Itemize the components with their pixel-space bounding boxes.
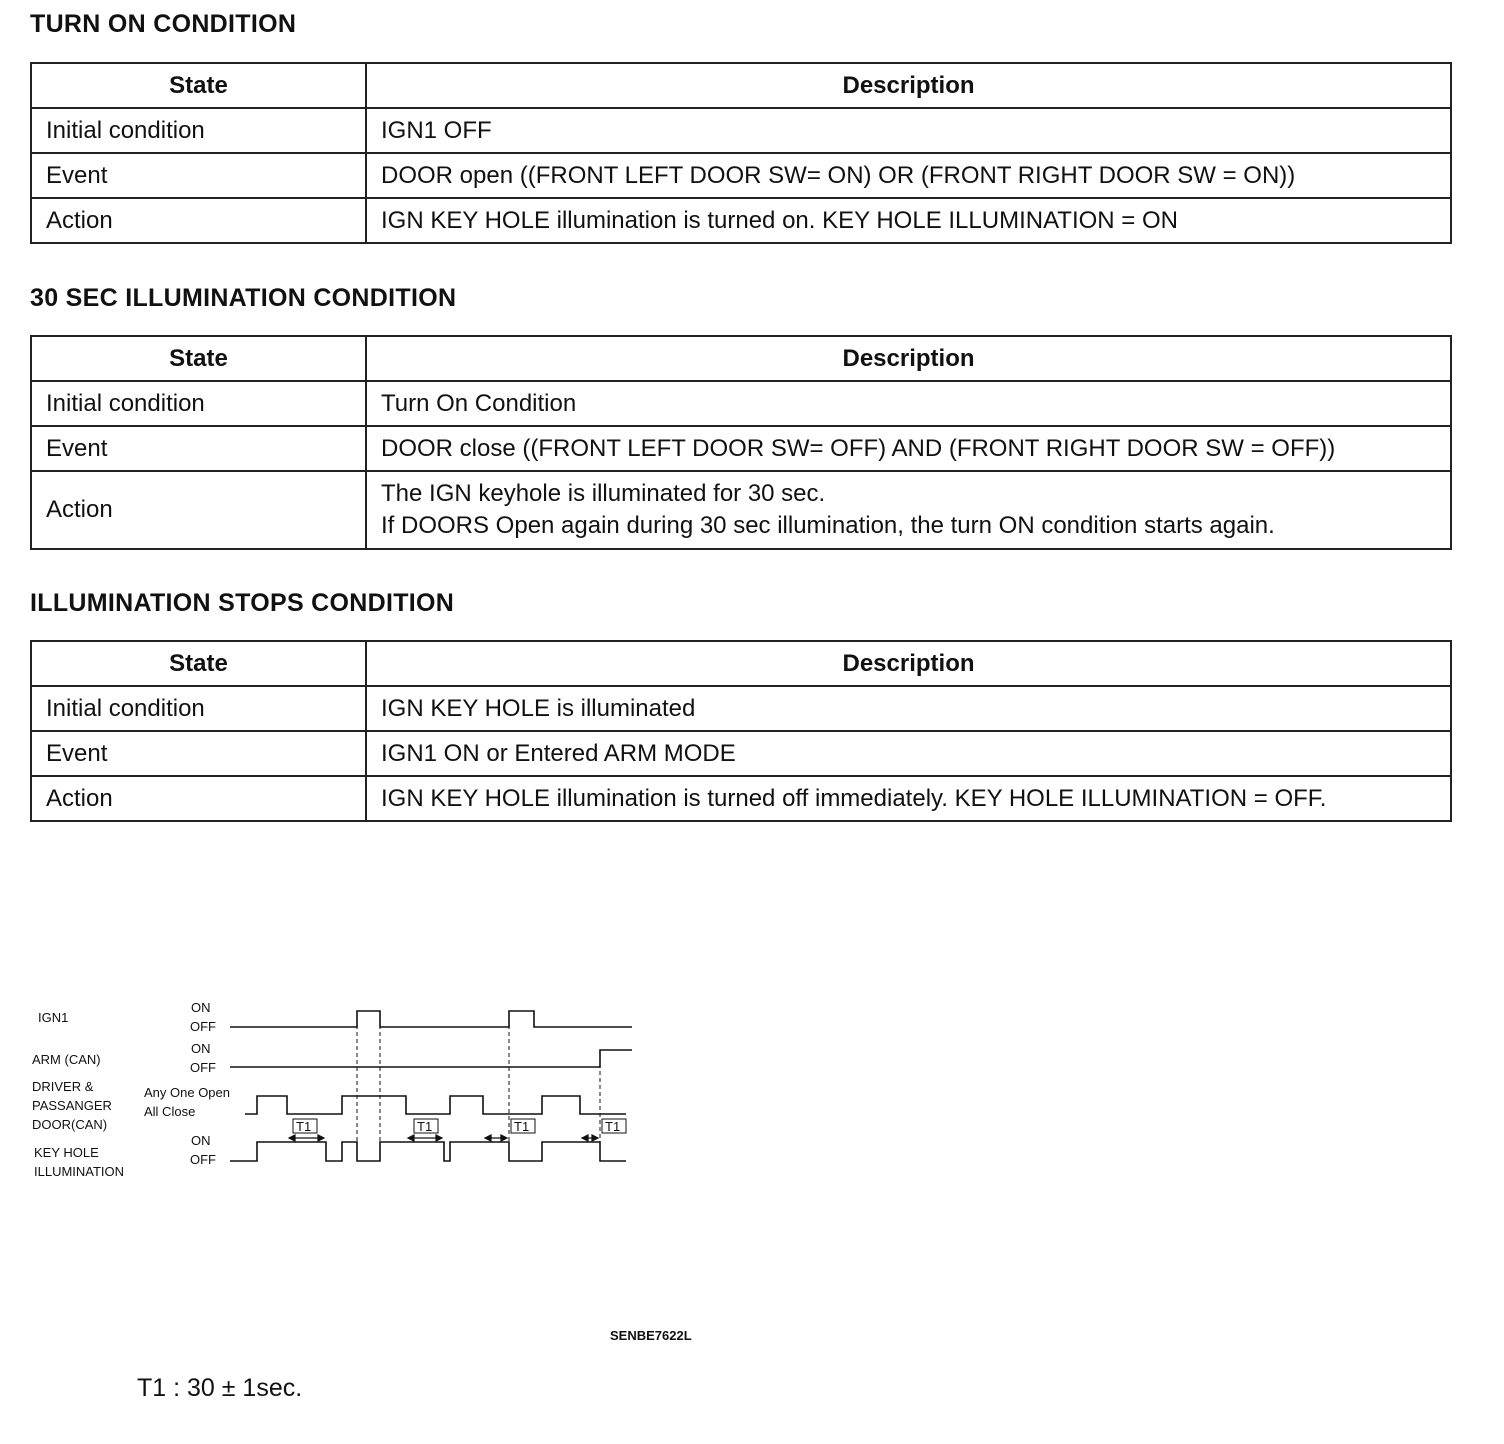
state-label-on: ON xyxy=(191,1041,211,1056)
table-row xyxy=(31,471,1451,549)
state-cell: Initial condition xyxy=(31,686,366,731)
state-cell: Action xyxy=(31,776,366,821)
state-cell: Initial condition xyxy=(31,381,366,426)
state-cell: Event xyxy=(31,731,366,776)
header-description: Description xyxy=(366,336,1451,381)
t1-note: T1 : 30 ± 1sec. xyxy=(137,1374,303,1402)
description-cell: IGN1 OFF xyxy=(366,108,1451,153)
header-state: State xyxy=(31,63,366,108)
state-label-off: OFF xyxy=(190,1152,216,1167)
state-cell: Action xyxy=(31,198,366,243)
interval-label-t1: T1 xyxy=(296,1119,312,1134)
header-description: Description xyxy=(366,641,1451,686)
table-row xyxy=(31,108,1451,153)
state-cell: Event xyxy=(31,426,366,471)
description-cell: IGN1 ON or Entered ARM MODE xyxy=(366,731,1451,776)
table-header-row xyxy=(31,336,1451,381)
state-cell: Initial condition xyxy=(31,108,366,153)
state-label-off: OFF xyxy=(190,1060,216,1075)
table-header-row xyxy=(31,641,1451,686)
turn-on-condition-table xyxy=(30,62,1452,244)
signal-label-door: DOOR(CAN) xyxy=(32,1117,108,1132)
description-line: If DOORS Open again during 30 sec illumination, the turn ON condition starts again. xyxy=(381,512,1275,539)
description-cell: DOOR close ((FRONT LEFT DOOR SW= OFF) AND (FRONT RIGHT DOOR SW = OFF)) xyxy=(366,426,1451,471)
interval-label-t1: T1 xyxy=(417,1119,433,1134)
header-state: State xyxy=(31,641,366,686)
thirty-sec-illumination-table xyxy=(30,335,1452,550)
description-cell: Turn On Condition xyxy=(366,381,1451,426)
timing-diagram xyxy=(0,990,660,1190)
signal-label-keyhole: ILLUMINATION xyxy=(34,1164,125,1179)
header-state: State xyxy=(31,336,366,381)
state-label-all-close: All Close xyxy=(144,1104,196,1119)
description-cell: IGN KEY HOLE is illuminated xyxy=(366,686,1451,731)
ign1-waveform xyxy=(230,1011,632,1027)
state-label-off: OFF xyxy=(190,1019,216,1034)
table-row xyxy=(31,381,1451,426)
section-title-illumination-stops: ILLUMINATION STOPS CONDITION xyxy=(30,589,455,617)
signal-label-door: DRIVER & xyxy=(32,1079,94,1094)
signal-label-arm: ARM (CAN) xyxy=(32,1052,101,1067)
table-row xyxy=(31,731,1451,776)
table-row xyxy=(31,776,1451,821)
description-cell: IGN KEY HOLE illumination is turned on. KEY HOLE ILLUMINATION = ON xyxy=(366,198,1451,243)
state-cell: Action xyxy=(31,471,366,549)
interval-label-t1: T1 xyxy=(605,1119,621,1134)
state-label-on: ON xyxy=(191,1000,211,1015)
signal-label-ign1: IGN1 xyxy=(38,1010,69,1025)
header-description: Description xyxy=(366,63,1451,108)
state-label-on: ON xyxy=(191,1133,211,1148)
table-header-row xyxy=(31,63,1451,108)
description-cell xyxy=(366,471,1451,549)
state-label-any-one-open: Any One Open xyxy=(144,1085,230,1100)
description-line: The IGN keyhole is illuminated for 30 sec. xyxy=(381,480,826,507)
arm-waveform xyxy=(230,1050,632,1067)
table-row xyxy=(31,426,1451,471)
table-row xyxy=(31,686,1451,731)
interval-label-t1: T1 xyxy=(514,1119,530,1134)
door-waveform xyxy=(245,1096,626,1114)
keyhole-waveform xyxy=(230,1142,626,1161)
table-row xyxy=(31,198,1451,243)
state-cell: Event xyxy=(31,153,366,198)
signal-label-door: PASSANGER xyxy=(32,1098,112,1113)
section-title-turn-on: TURN ON CONDITION xyxy=(30,10,297,38)
table-row xyxy=(31,153,1451,198)
description-cell: IGN KEY HOLE illumination is turned off immediately. KEY HOLE ILLUMINATION = OFF. xyxy=(366,776,1451,821)
figure-id: SENBE7622L xyxy=(610,1328,692,1343)
description-cell: DOOR open ((FRONT LEFT DOOR SW= ON) OR (FRONT RIGHT DOOR SW = ON)) xyxy=(366,153,1451,198)
signal-label-keyhole: KEY HOLE xyxy=(34,1145,99,1160)
section-title-30-sec: 30 SEC ILLUMINATION CONDITION xyxy=(30,284,457,312)
illumination-stops-table xyxy=(30,640,1452,822)
